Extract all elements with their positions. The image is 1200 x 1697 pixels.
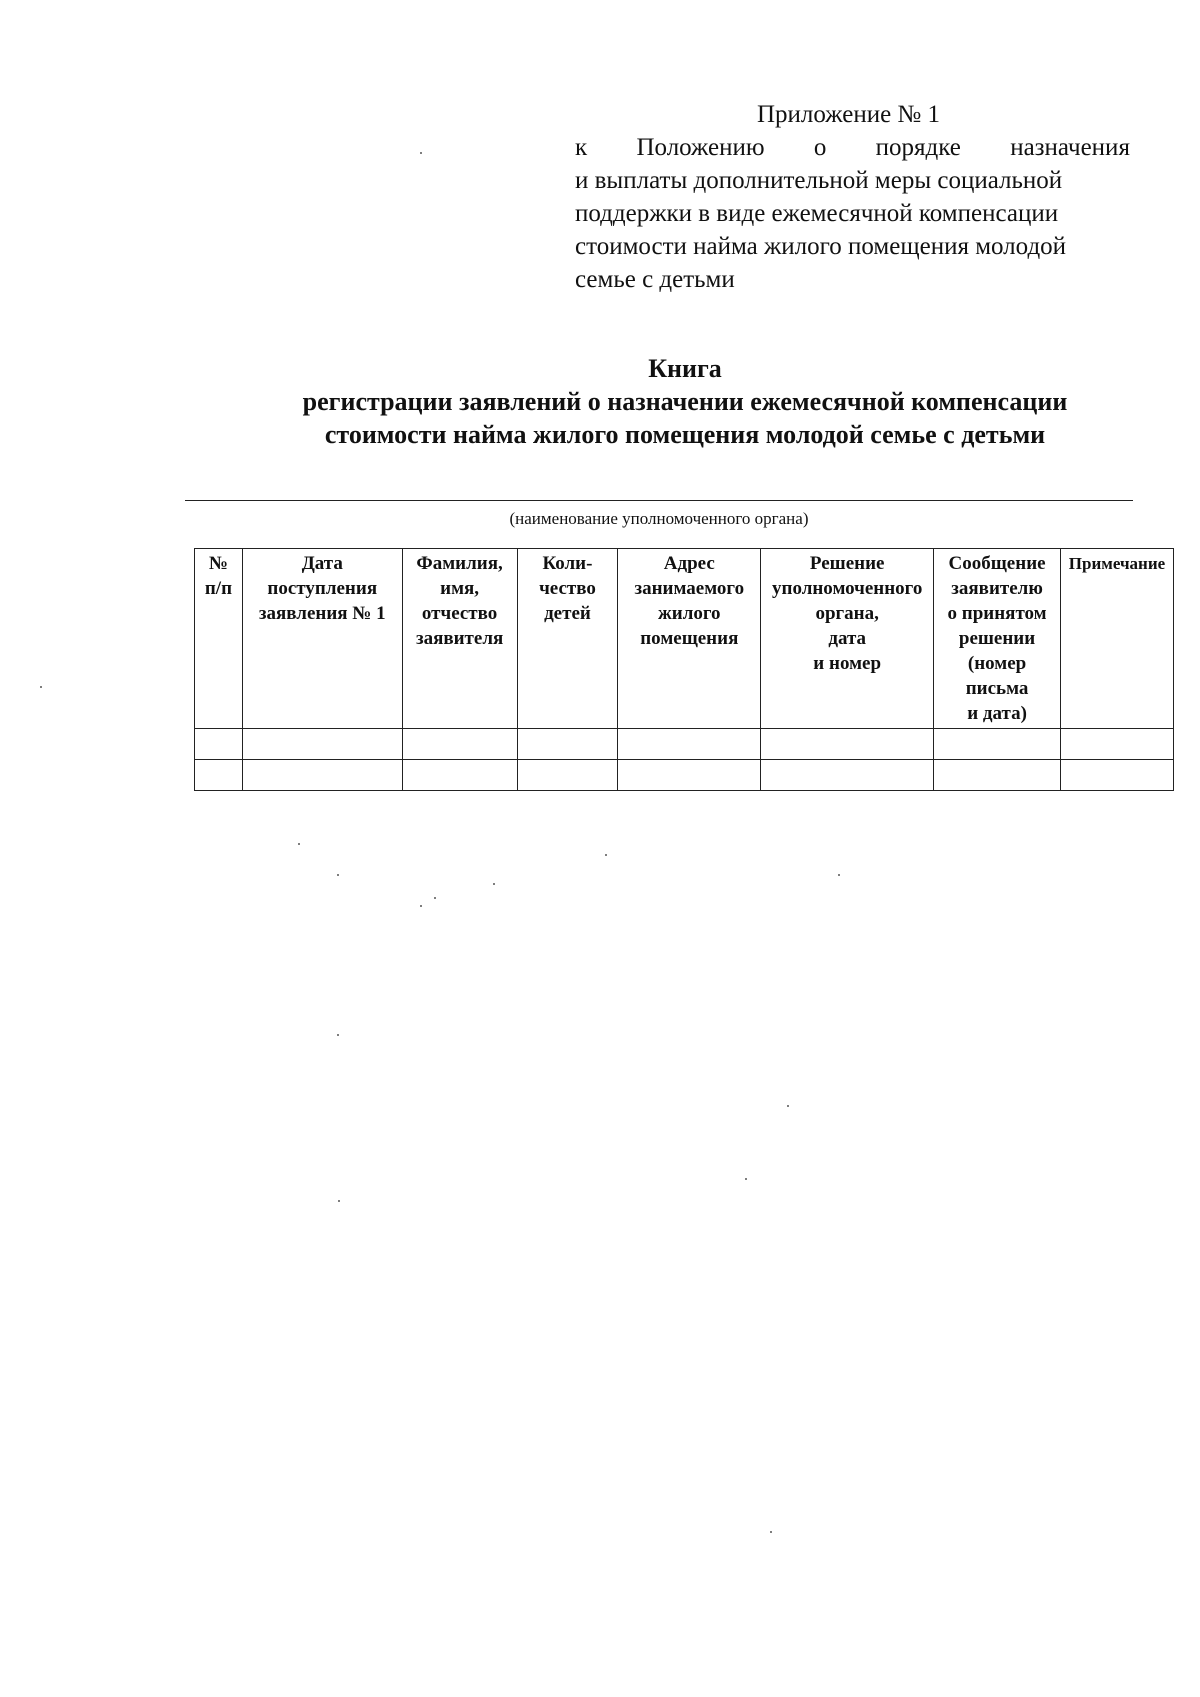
column-header-notification: Сообщение заявителю о принятом решении (номер письма и дата) [934, 549, 1061, 729]
column-header-decision: Решение уполномоченного органа, дата и номер [761, 549, 934, 729]
column-header-note: Примечание [1061, 549, 1174, 729]
column-header-address: Адрес занимаемого жилого помещения [618, 549, 761, 729]
scan-speck [420, 152, 422, 154]
scan-speck [838, 874, 840, 876]
appendix-word: порядке [875, 134, 961, 161]
table-cell [618, 760, 761, 791]
column-header-date: Дата поступления заявления № 1 [242, 549, 402, 729]
column-header-children-count: Коли- чество детей [517, 549, 618, 729]
scan-speck [605, 854, 607, 856]
table-cell [1061, 760, 1174, 791]
document-heading [180, 352, 1190, 451]
table-cell [195, 760, 243, 791]
appendix-word: Положению [636, 134, 765, 161]
scan-speck [298, 843, 300, 845]
table-row [195, 760, 1174, 791]
appendix-word: назначения [1010, 134, 1130, 161]
scan-speck [787, 1105, 789, 1107]
column-header-number: № п/п [195, 549, 243, 729]
appendix-line: семье с детьми [575, 266, 735, 293]
appendix-line: и выплаты дополнительной меры социальной [575, 167, 1063, 194]
heading-title: Книга [648, 354, 722, 383]
column-header-applicant-name: Фамилия, имя, отчество заявителя [402, 549, 517, 729]
table-cell [618, 729, 761, 760]
scan-speck [40, 686, 42, 688]
table-cell [195, 729, 243, 760]
scan-speck [337, 874, 339, 876]
scan-speck [770, 1531, 772, 1533]
scan-speck [338, 1200, 340, 1202]
table-cell [761, 729, 934, 760]
appendix-line: стоимости найма жилого помещения молодой [575, 233, 1067, 260]
appendix-line: поддержки в виде ежемесячной компенсации [575, 200, 1059, 227]
scan-speck [434, 897, 436, 899]
table-cell [517, 729, 618, 760]
appendix-first-line [575, 131, 1130, 164]
scan-speck [493, 883, 495, 885]
heading-subtitle-line: стоимости найма жилого помещения молодой семье с детьми [324, 420, 1046, 449]
appendix-title: Приложение № 1 [757, 101, 941, 128]
table-cell [934, 760, 1061, 791]
appendix-word: о [813, 134, 827, 161]
table-header-row [195, 549, 1174, 729]
scan-speck [337, 1034, 339, 1036]
table-cell [242, 760, 402, 791]
scan-speck [420, 905, 422, 907]
authority-caption: (наименование уполномоченного органа) [509, 509, 809, 528]
table-cell [1061, 729, 1174, 760]
scan-speck [745, 1178, 747, 1180]
table-cell [402, 729, 517, 760]
appendix-body [575, 131, 1130, 296]
heading-subtitle-line: регистрации заявлений о назначении ежемесячной компенсации [302, 387, 1068, 416]
appendix-word: к [575, 134, 588, 161]
table-cell [402, 760, 517, 791]
registration-table [194, 548, 1174, 791]
table-row [195, 729, 1174, 760]
table-cell [761, 760, 934, 791]
table-cell [517, 760, 618, 791]
appendix-block [575, 98, 1130, 296]
authority-name-line [185, 500, 1133, 529]
table-cell [242, 729, 402, 760]
table-cell [934, 729, 1061, 760]
